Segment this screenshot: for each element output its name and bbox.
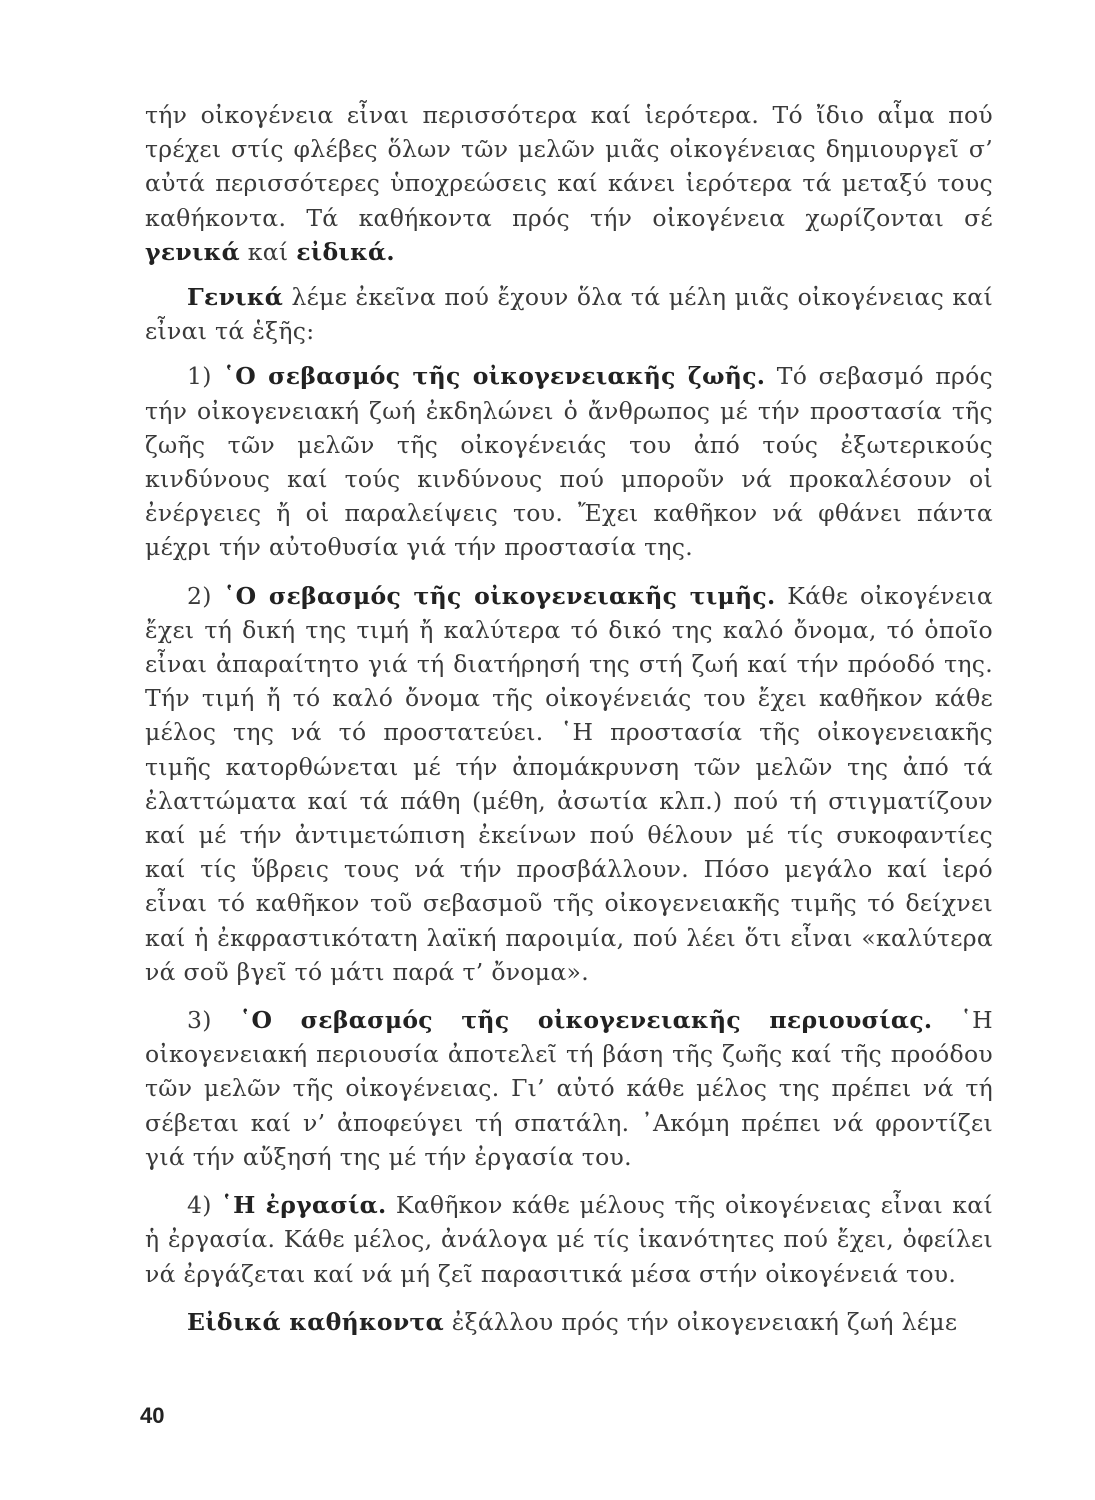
duty-heading: ῾Ο σεβασμός τῆς οἰκογενειακῆς ζωῆς. [223,362,766,391]
paragraph-family-duties-intro [145,98,993,269]
paragraph-text: ῾Η οἰκογενειακή περιουσία ἀποτελεῖ τή βάση τῆς ζωῆς καί τῆς προόδου τῶν μελῶν τῆς οἰκογένειας. Γι’ αὐτό κάθε μέλος της πρέπει νά τή σέβεται καί ν’ ἀποφεύγει τή σπατάλη. ᾽Ακόμη πρέπει νά φροντίζει γιά τήν αὔξησή της μέ τήν ἐργασία του. [145,1006,993,1171]
bold-term-general: γενικά [145,237,240,266]
paragraph-text: ἐξάλλου πρός τήν οἰκογενειακή ζωή λέμε [443,1307,958,1336]
paragraph-text: Καθῆκον κάθε μέλους τῆς οἰκογένειας εἶναι καί ἡ ἐργασία. Κάθε μέλος, ἀνάλογα μέ τίς ἱκανότητες πού ἔχει, ὀφείλει νά ἐργάζεται καί νά μή ζεῖ παρασιτικά μέσα στήν οἰκογένειά του. [145,1191,993,1288]
paragraph-text: τήν οἰκογένεια εἶναι περισσότερα καί ἱερότερα. Τό ἴδιο αἷμα πού τρέχει στίς φλέβες ὅλων τῶν μελῶν μιᾶς οἰκογένειας δημιουργεῖ σ’ αὐτά περισσότερες ὑποχρεώσεις καί κάνει ἱερότερα τά μεταξύ τους καθήκοντα. Τά καθήκοντα πρός τήν οἰκογένεια χωρίζονται σέ [145,101,993,232]
paragraph-special-duties [145,1305,993,1339]
paragraph-general-duties [145,280,993,348]
bold-term-special-duties: Εἰδικά καθήκοντα [187,1307,444,1336]
list-number: 3) [187,1006,240,1035]
paragraph-duty-4-work [145,1188,993,1291]
duty-heading: ῾Η ἐργασία. [221,1191,387,1220]
page-number: 40 [140,1403,165,1428]
list-number: 2) [187,581,224,610]
list-number: 1) [187,362,224,391]
paragraph-duty-2-honor [145,579,993,989]
list-number: 4) [187,1191,222,1220]
paragraph-text: λέμε ἐκεῖνα πού ἔχουν ὅλα τά μέλη μιᾶς οἰκογένειας καί εἶναι τά ἑξῆς: [145,283,993,346]
paragraph-text: Κάθε οἰκογένεια ἔχει τή δική της τιμή ἤ καλύτερα τό δικό της καλό ὄνομα, τό ὁποῖο εἶναι ἀπαραίτητο γιά τή διατήρησή της στή ζωή καί τήν πρόοδό της. Τήν τιμή ἤ τό καλό ὄνομα τῆς οἰκογένειάς του ἔχει καθῆκον κάθε μέλος της νά τό προστατεύει. ῾Η προστασία τῆς οἰκογενειακῆς τιμῆς κατορθώνεται μέ τήν ἀπομάκρυνση τῶν μελῶν της ἀπό τά ἐλαττώματα καί τά πάθη (μέθη, ἀσωτία κλπ.) πού τή στιγματίζουν καί μέ τήν ἀντιμετώπιση ἐκείνων πού θέλουν μέ τίς συκοφαντίες καί τίς ὕβρεις τους νά τήν προσβάλλουν. Πόσο μεγάλο καί ἱερό εἶναι τό καθῆκον τοῦ σεβασμοῦ τῆς οἰκογενειακῆς τιμῆς τό δείχνει καί ἡ ἐκφραστικότατη λαϊκή παροιμία, πού λέει ὅτι εἶναι «καλύτερα νά σοῦ βγεῖ τό μάτι παρά τ’ ὄνομα». [145,581,993,986]
duty-heading: ῾Ο σεβασμός τῆς οἰκογενειακῆς περιουσίας. [239,1006,933,1035]
paragraph-duty-3-property [145,1003,993,1174]
paragraph-text: καί [239,237,297,266]
paragraph-text: Τό σεβασμό πρός τήν οἰκογενειακή ζωή ἐκδηλώνει ὁ ἄνθρωπος μέ τήν προστασία τῆς ζωῆς τῶν μελῶν τῆς οἰκογένειάς του ἀπό τούς ἐξωτερικούς κινδύνους καί τούς κινδύνους πού μποροῦν νά προκαλέσουν οἱ ἐνέργειες ἤ οἱ παραλείψεις του. Ἔχει καθῆκον νά φθάνει πάντα μέχρι τήν αὐτοθυσία γιά τήν προστασία της. [145,362,993,562]
bold-term-general-duties: Γενικά [187,283,284,312]
paragraph-duty-1-life [145,359,993,564]
page-body [145,98,993,1339]
bold-term-special: εἰδικά. [296,237,395,266]
duty-heading: ῾Ο σεβασμός τῆς οἰκογενειακῆς τιμῆς. [223,581,776,610]
